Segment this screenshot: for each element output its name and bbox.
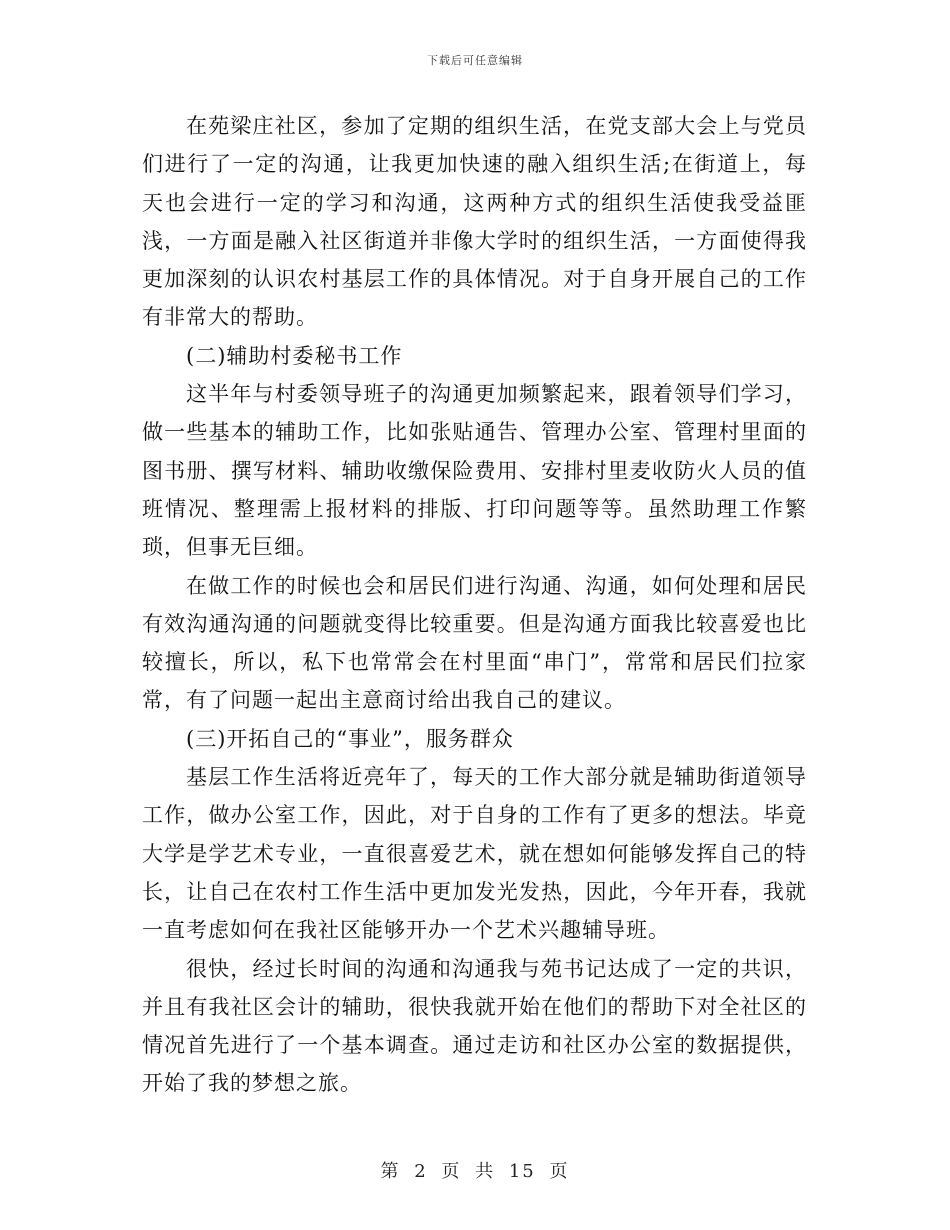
paragraph-assist-work: 这半年与村委领导班子的沟通更加频繁起来，跟着领导们学习，做一些基本的辅助工作，比如张贴通告、管理办公室、管理村里面的图书册、撰写材料、辅助收缴保险费用、安排村里麦收防火人员的值班情况、整理需上报材料的排版、打印问题等等。虽然助理工作繁琐，但事无巨细。 (142, 382, 807, 560)
page-number: 第 2 页 共 15 页 (380, 1161, 570, 1182)
section-heading-assist-secretary: (二)辅助村委秘书工作 (186, 343, 403, 368)
page-header: 下载后可任意编辑 (427, 54, 523, 67)
paragraph-community-life: 在苑梁庄社区，参加了定期的组织生活，在党支部大会上与党员们进行了一定的沟通，让我更加快速的融入组织生活;在街道上，每天也会进行一定的学习和沟通，这两种方式的组织生活使我受益匪浅，一方面是融入社区街道并非像大学时的组织生活，一方面使得我更加深刻的认识农村基层工作的具体情况。对于自身开展自己的工作有非常大的帮助。 (142, 114, 807, 330)
paragraph-resident-communication: 在做工作的时候也会和居民们进行沟通、沟通，如何处理和居民有效沟通沟通的问题就变得比较重要。但是沟通方面我比较喜爱也比较擅长，所以，私下也常常会在村里面“串门”，常常和居民们拉家常，有了问题一起出主意商讨给出我自己的建议。 (142, 573, 807, 713)
paragraph-survey: 很快，经过长时间的沟通和沟通我与苑书记达成了一定的共识，并且有我社区会计的辅助，很快我就开始在他们的帮助下对全社区的情况首先进行了一个基本调查。通过走访和社区办公室的数据提供，开始了我的梦想之旅。 (142, 956, 807, 1096)
paragraph-art-class-idea: 基层工作生活将近亮年了，每天的工作大部分就是辅助街道领导工作，做办公室工作，因此，对于自身的工作有了更多的想法。毕竟大学是学艺术专业，一直很喜爱艺术，就在想如何能够发挥自己的特长，让自己在农村工作生活中更加发光发热，因此，今年开春，我就一直考虑如何在我社区能够开办一个艺术兴趣辅导班。 (142, 765, 807, 943)
document-body (142, 107, 807, 1103)
section-heading-career: (三)开拓自己的“事业”，服务群众 (186, 726, 514, 751)
